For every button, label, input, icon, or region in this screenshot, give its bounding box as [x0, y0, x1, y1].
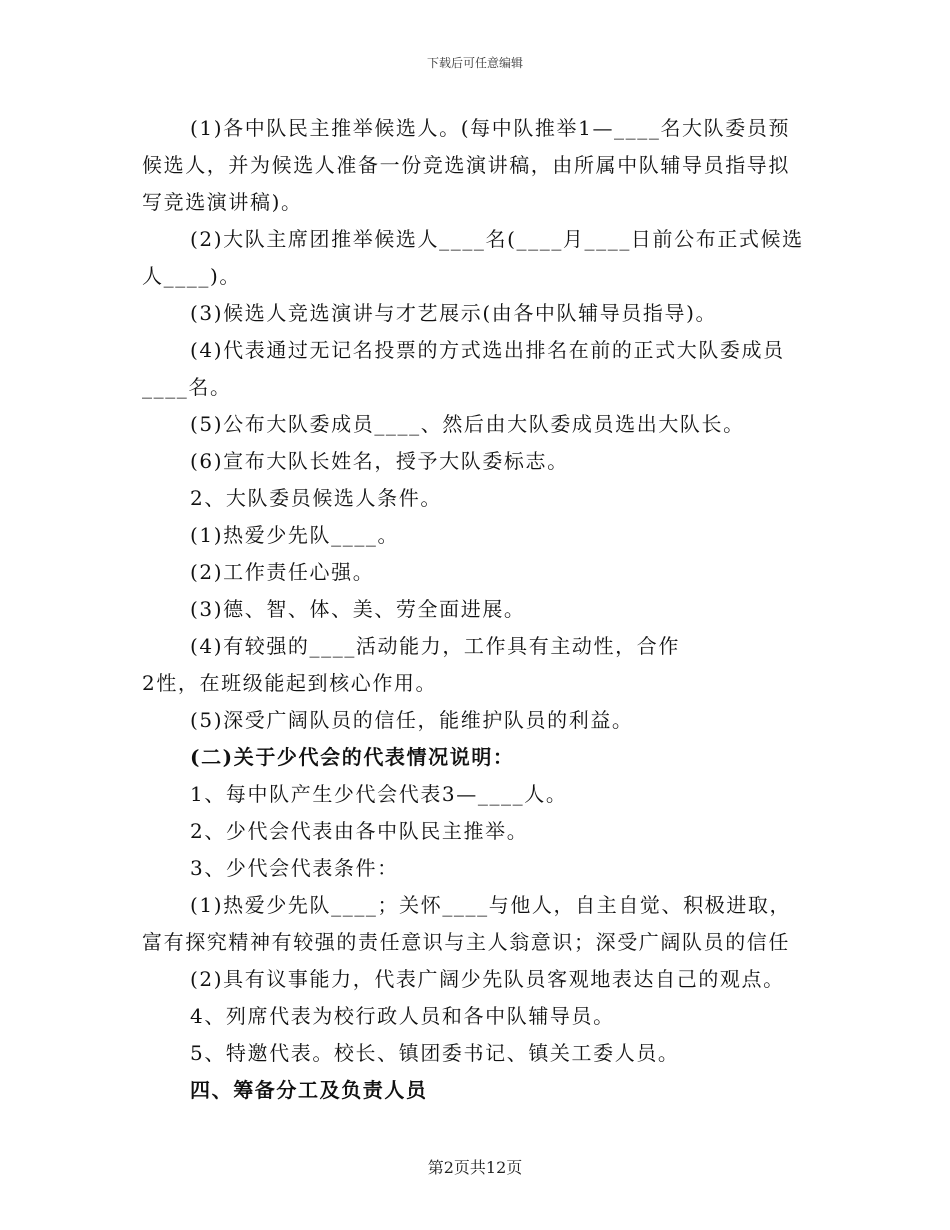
section-heading: 四、筹备分工及负责人员 [190, 1078, 428, 1102]
section-heading: (二)关于少代会的代表情况说明： [190, 745, 515, 769]
paragraph: (1)热爱少先队____；关怀____与他人，自主自觉、积极进取，富有探究精神有较强的责任意识与主人翁意识；深受广阔队员的信任 [142, 893, 792, 954]
paragraph: 4、列席代表为校行政人员和各中队辅导员。 [190, 1004, 615, 1028]
paragraph: (5)公布大队委成员____、然后由大队委成员选出大队长。 [190, 412, 745, 436]
paragraph: (3)候选人竞选演讲与才艺展示(由各中队辅导员指导)。 [190, 301, 718, 325]
paragraph: (4)代表通过无记名投票的方式选出排名在前的正式大队委成员____名。 [142, 338, 785, 399]
paragraph: (2)大队主席团推举候选人____名(____月____日前公布正式候选人____)。 [142, 227, 804, 288]
paragraph: 3、少代会代表条件： [190, 856, 399, 880]
paragraph: (2)工作责任心强。 [190, 560, 375, 584]
paragraph: (6)宣布大队长姓名，授予大队委标志。 [190, 449, 569, 473]
paragraph: (1)热爱少先队____。 [190, 523, 400, 547]
paragraph: 5、特邀代表。校长、镇团委书记、镇关工委人员。 [190, 1041, 680, 1065]
paragraph: 1、每中队产生少代会代表3—____人。 [190, 782, 568, 806]
paragraph: 2性，在班级能起到核心作用。 [142, 671, 438, 695]
document-body [142, 110, 810, 1109]
paragraph: (2)具有议事能力，代表广阔少先队员客观地表达自己的观点。 [190, 967, 785, 991]
paragraph: (5)深受广阔队员的信任，能维护队员的利益。 [190, 708, 634, 732]
paragraph: (4)有较强的____活动能力，工作具有主动性，合作 [190, 634, 680, 658]
paragraph: (3)德、智、体、美、劳全面进展。 [190, 597, 526, 621]
page-header: 下载后可任意编辑 [426, 56, 523, 70]
paragraph: 2、少代会代表由各中队民主推举。 [190, 819, 529, 843]
paragraph: (1)各中队民主推举候选人。(每中队推举1—____名大队委员预候选人，并为候选人准备一份竞选演讲稿，由所属中队辅导员指导拟写竞选演讲稿)。 [142, 116, 791, 214]
page-footer: 第2页共12页 [427, 1158, 523, 1177]
paragraph: 2、大队委员候选人条件。 [190, 486, 442, 510]
